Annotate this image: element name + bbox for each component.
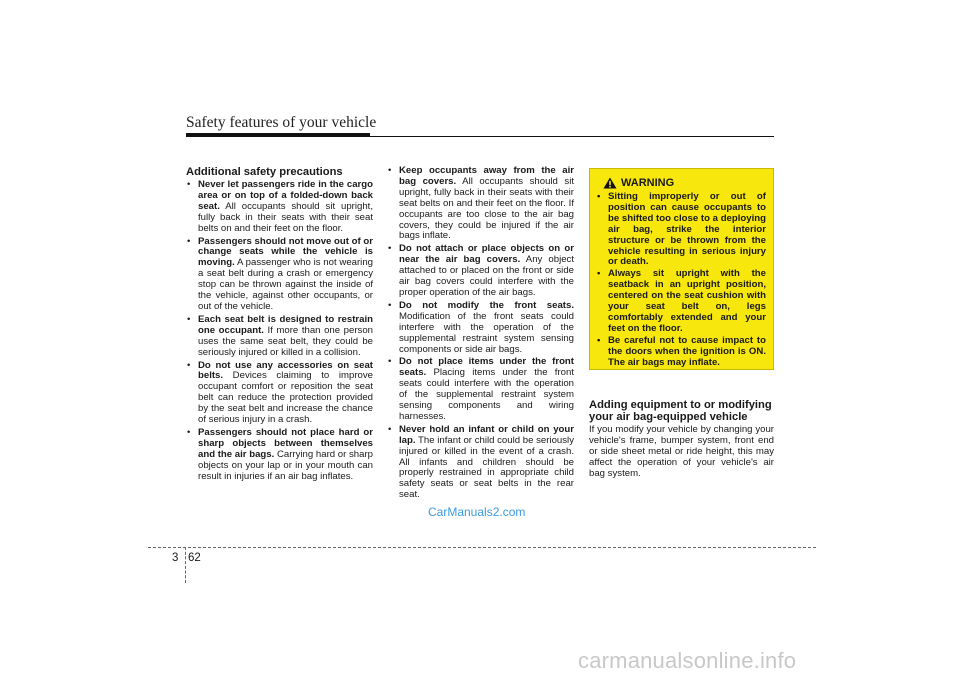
list-item	[596, 192, 766, 268]
bullet: •	[388, 165, 392, 176]
bullet: •	[187, 235, 191, 247]
bullet: •	[388, 299, 392, 311]
list-item	[387, 166, 574, 242]
bullet: •	[187, 179, 191, 190]
precaution-list-left	[186, 180, 373, 482]
item-text: Placing items under the front seats could interfere with the operation of the supplemental restraint system sensing components and wiring harnesses.	[399, 367, 574, 422]
footer-divider	[185, 547, 186, 583]
item-text: All occupants should sit upright, fully back in their seats with their seat belts on and their feet on the floor. If occupants are too close to the air bag covers, they could be injured if the air bags inflate.	[399, 175, 574, 242]
item-bold: Passengers should not place hard or sharp objects between themselves and the air bags.	[198, 426, 373, 460]
page-number: 62	[188, 552, 201, 564]
warning-header	[603, 177, 766, 189]
precaution-list-middle	[387, 166, 574, 501]
item-bold: Do not place items under the front seats.	[399, 356, 574, 379]
list-item	[186, 180, 373, 235]
warning-item-text: Be careful not to cause impact to the doors when the ignition is ON. The air bags may inflate.	[608, 334, 766, 368]
item-bold: Do not attach or place objects on or near the air bag covers.	[399, 243, 574, 266]
bullet: •	[187, 359, 191, 371]
bullet: •	[187, 426, 191, 438]
list-item	[387, 301, 574, 356]
item-bold: Do not modify the front seats.	[399, 299, 574, 311]
list-item	[186, 315, 373, 359]
warning-title: WARNING	[621, 176, 675, 189]
list-item	[387, 244, 574, 299]
warning-box	[589, 168, 774, 370]
list-item	[596, 336, 766, 369]
list-item	[387, 357, 574, 422]
bullet: •	[388, 423, 392, 435]
section-heading-adding-equipment: Adding equipment to or modifying your air bag-equipped vehicle	[589, 399, 772, 423]
list-item	[186, 361, 373, 426]
item-text: All occupants should sit upright, fully back in their seats with their seat belts on and their feet on the floor.	[198, 200, 373, 234]
right-column	[589, 166, 774, 480]
item-bold: Passengers should not move out of or change seats while the vehicle is moving.	[198, 235, 373, 269]
left-column	[186, 166, 373, 484]
warning-list	[596, 192, 766, 369]
bullet: •	[388, 243, 392, 255]
item-bold: Keep occupants away from the air bag covers.	[399, 165, 574, 187]
item-text: Carrying hard or sharp objects on your lap or in your mouth can result in injuries if an air bag inflates.	[198, 448, 373, 482]
warning-item-text: Sitting improperly or out of position can cause occupants to be shifted too close to a deploying air bag, strike the interior structure or be thrown from the vehicle resulting in serious injury or death.	[608, 191, 766, 268]
footer-rule	[148, 547, 816, 548]
bullet: •	[187, 313, 191, 325]
header-rule-thin	[186, 136, 774, 137]
page-section-number: 3	[172, 552, 179, 564]
item-text: A passenger who is not wearing a seat belt during a crash or emergency stop can be thrown against the inside of the vehicle, against other occupants, or out of the vehicle.	[198, 257, 373, 312]
list-item	[596, 269, 766, 334]
item-bold: Never hold an infant or child on your lap.	[399, 423, 574, 446]
bullet: •	[388, 356, 392, 368]
watermark-footer: carmanualsonline.info	[578, 648, 797, 673]
item-text: The infant or child could be seriously injured or killed in the event of a crash. All infants and children should be properly restrained in appropriate child safety seats or seat belts in the rear seat.	[399, 434, 574, 501]
list-item	[186, 428, 373, 483]
item-bold: Do not use any accessories on seat belts.	[198, 359, 373, 382]
bullet: •	[597, 191, 601, 202]
warning-item-text: Always sit upright with the seatback in an upright position, centered on the seat cushion with your seat belt on, legs comfortably extended and your feet on the floor.	[608, 268, 766, 334]
item-text: Any object attached to or placed on the front or side air bag covers could interfere with the proper operation of the air bags.	[399, 254, 574, 298]
bullet: •	[597, 268, 601, 280]
item-bold: Never let passengers ride in the cargo area or on top of a folded-down back seat.	[198, 179, 373, 212]
item-text: Devices claiming to improve occupant comfort or reposition the seat belt can reduce the protection provided by the seat belt and increase the chance of serious injury in a crash.	[198, 370, 373, 426]
section-heading-additional-precautions: Additional safety precautions	[186, 166, 343, 178]
middle-column	[387, 166, 574, 503]
item-text: Modification of the front seats could interfere with the operation of the supplemental restraint system sensing components or side air bags.	[399, 310, 574, 355]
warning-triangle-icon	[603, 177, 617, 189]
item-bold: Each seat belt is designed to restrain one occupant.	[198, 313, 373, 336]
adding-equipment-text: If you modify your vehicle by changing your vehicle's frame, bumper system, front end or side sheet metal or ride height, this may affect the operation of your vehicle's air bag system.	[589, 424, 774, 479]
page-header-title: Safety features of your vehicle	[186, 114, 377, 131]
item-text: If more than one person uses the same seat belt, they could be seriously injured or killed in a collision.	[198, 324, 373, 358]
list-item	[186, 237, 373, 313]
watermark-link[interactable]: CarManuals2.com	[428, 505, 526, 519]
list-item	[387, 425, 574, 501]
bullet: •	[597, 334, 601, 346]
adding-equipment-section	[589, 400, 774, 480]
